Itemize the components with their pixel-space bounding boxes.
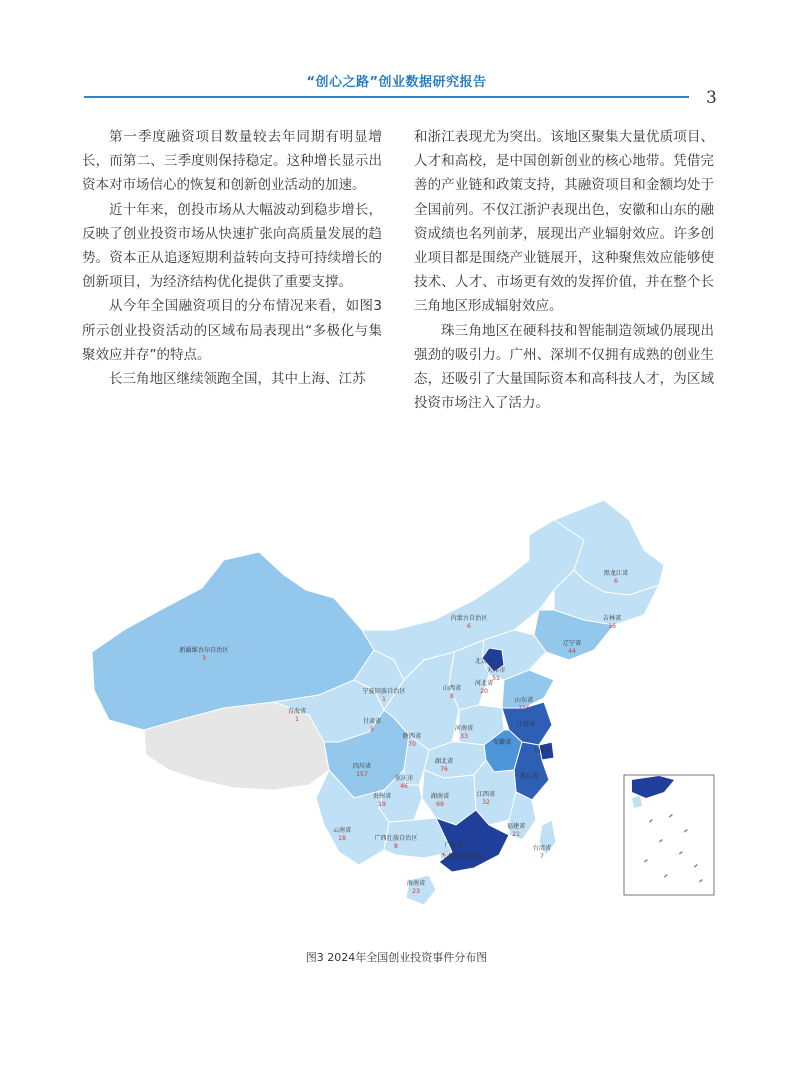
region-name-label: 新疆维吾尔自治区 xyxy=(179,647,229,654)
region-name-label: 浙江省 xyxy=(519,773,539,780)
region-value-label: 18 xyxy=(338,835,346,842)
region-name-label: 黑龙江省 xyxy=(603,570,629,577)
region-value-label: 51 xyxy=(492,675,500,682)
region-name-label: 山西省 xyxy=(442,685,462,692)
region-name-label: 安徽省 xyxy=(492,739,512,746)
region-name-label: 香港特别行政区 xyxy=(440,853,484,860)
region-name-label: 江西省 xyxy=(476,791,496,798)
region-name-label: 湖北省 xyxy=(434,758,454,765)
left-text-column xyxy=(82,125,382,391)
region-name-label: 辽宁省 xyxy=(562,640,582,647)
region-name-label: 台湾省 xyxy=(532,845,552,852)
south-china-sea-inset xyxy=(624,775,714,895)
region-value-label: 7 xyxy=(540,853,544,860)
region-value-label: 6 xyxy=(614,578,618,585)
region-value-label: 76 xyxy=(440,766,448,773)
header-divider xyxy=(84,96,689,98)
paragraph: 从今年全国融资项目的分布情况来看，如图3所示创业投资活动的区域布局表现出“多极化与集聚效应并存”的特点。 xyxy=(82,298,382,363)
region-value-label: 16 xyxy=(608,623,616,630)
region-value-label: 44 xyxy=(568,648,576,655)
paragraph: 珠三角地区在硬科技和智能制造领域仍展现出强劲的吸引力。广州、深圳不仅拥有成熟的创业生态，还吸引了大量国际资本和高科技人才，为区域投资市场注入了活力。 xyxy=(414,322,714,412)
region-name-label: 广东省 xyxy=(444,842,464,849)
region-name-label: 云南省 xyxy=(332,827,352,834)
region-name-label: 山东省 xyxy=(514,697,534,704)
region-name-label: 内蒙古自治区 xyxy=(450,615,488,622)
region-value-label: 23 xyxy=(412,888,420,895)
region-name-label: 福建省 xyxy=(506,823,526,830)
region-name-label: 广西壮族自治区 xyxy=(374,835,418,842)
region-name-label: 湖南省 xyxy=(430,793,450,800)
region-value-label: 6 xyxy=(467,623,471,630)
region-name-label: 甘肃省 xyxy=(362,718,382,725)
region-name-label: 吉林省 xyxy=(602,615,622,622)
region-value-label: 3 xyxy=(202,655,206,662)
page-number: 3 xyxy=(706,88,717,108)
region-value-label: 32 xyxy=(482,799,490,806)
paragraph: 长三角地区继续领跑全国，其中上海、江苏 xyxy=(109,371,366,388)
region-name-label: 江苏省 xyxy=(516,721,536,728)
figure-caption: 图3 2024年全国创业投资事件分布图 xyxy=(305,951,488,964)
region-value-label: 19 xyxy=(378,801,386,808)
region-value-label: 70 xyxy=(408,741,416,748)
region-value-label: 116 xyxy=(518,705,530,712)
report-header-title: “创心之路”创业数据研究报告 xyxy=(306,75,487,90)
region-value-label: 69 xyxy=(436,801,444,808)
region-value-label: 1 xyxy=(295,716,299,723)
region-value-label: 20 xyxy=(480,688,488,695)
region-name-label: 河北省 xyxy=(474,680,494,687)
china-distribution-map xyxy=(84,480,724,920)
region-name-label: 四川省 xyxy=(352,763,372,770)
right-text-column xyxy=(414,125,714,415)
region-name-label: 海南省 xyxy=(406,880,426,887)
region-value-label: 157 xyxy=(356,771,368,778)
paragraph: 和浙江表现尤为突出。该地区聚集大量优质项目、人才和高校，是中国创新创业的核心地带。凭借完善的产业链和政策支持，其融资项目和金额均处于全国前列。不仅江浙沪表现出色，安徽和山东的融资成绩也名列前茅，展现出产业辐射效应。许多创业项目都是围绕产业链展开，这种聚焦效应能够使技术、人才、市场更有效的发挥价值，并在整个长三角地区形成辐射效应。 xyxy=(414,129,714,315)
region-name-label: 青海省 xyxy=(287,708,307,715)
paragraph: 第一季度融资项目数量较去年同期有明显增长，而第二、三季度则保持稳定。这种增长显示出资本对市场信心的恢复和创新创业活动的加速。 xyxy=(82,129,382,194)
region-value-label: 5 xyxy=(370,726,374,733)
region-name-label: 陕西省 xyxy=(402,733,422,740)
region-name-label: 宁夏回族自治区 xyxy=(362,688,406,695)
region-name-label: 贵州省 xyxy=(372,793,392,800)
region-value-label: 8 xyxy=(394,843,398,850)
region-name-label: 北京市 xyxy=(474,658,494,665)
region-value-label: 33 xyxy=(460,733,468,740)
region-name-label: 天津市 xyxy=(486,667,506,674)
region-name-label: 河南省 xyxy=(454,725,474,732)
paragraph: 近十年来，创投市场从大幅波动到稳步增长，反映了创业投资市场从快速扩张向高质量发展的趋势。资本正从追逐短期利益转向支持可持续增长的创新项目，为经济结构优化提供了重要支撑。 xyxy=(82,201,382,291)
region-value-label: 1 xyxy=(382,696,386,703)
region-value-label: 46 xyxy=(400,783,408,790)
region-name-label: 上海市 xyxy=(532,747,552,754)
region-value-label: 21 xyxy=(512,831,520,838)
region-value-label: 8 xyxy=(450,693,454,700)
region-name-label: 重庆市 xyxy=(394,775,414,782)
